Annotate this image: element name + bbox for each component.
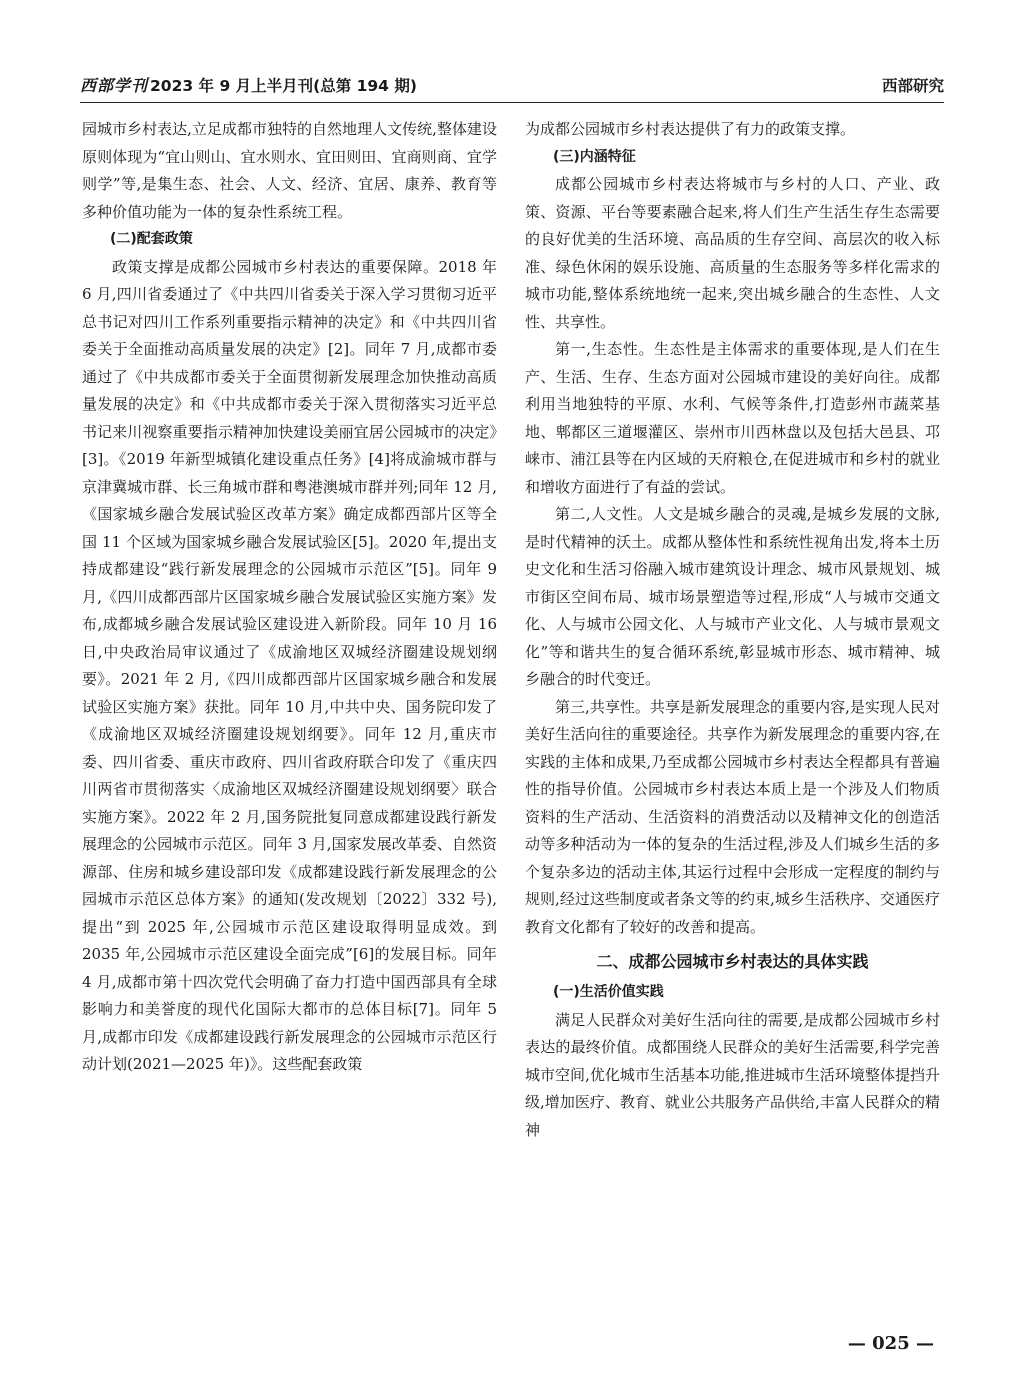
paragraph-features-intro: 成都公园城市乡村表达将城市与乡村的人口、产业、政策、资源、平台等要素融合起来,将人们生产生活生存生态需要的良好优美的生活环境、高品质的生存空间、高层次的收入标准、绿色休闲的娱乐设施、高质量的生态服务等多样化需求的城市功能,整体系统地统一起来,突出城乡融合的生态性、人文性、共享性。 <box>525 175 940 331</box>
page-number: — 025 — <box>847 1333 934 1354</box>
subheading-connotation-features: (三)内涵特征 <box>553 148 636 165</box>
journal-title <box>80 73 417 96</box>
right-column <box>525 116 940 1144</box>
paragraph-life-value: 满足人民群众对美好生活向往的需要,是成都公园城市乡村表达的最终价值。成都围绕人民群众的美好生活需要,科学完善城市空间,优化城市生活基本功能,推进城市生活环境整体提挡升级,增加医疗、教育、就业公共服务产品供给,丰富人民群众的精神 <box>525 1010 940 1139</box>
paragraph-policies-continued: 为成都公园城市乡村表达提供了有力的政策支撑。 <box>525 120 856 138</box>
paragraph-humanistic: 第二,人文性。人文是城乡融合的灵魂,是城乡发展的文脉,是时代精神的沃土。成都从整体性和系统性视角出发,将本土历史文化和生活习俗融入城市建筑设计理念、城市风景规划、城市街区空间布局、城市场景塑造等过程,形成“人与城市交通文化、人与城市公园文化、人与城市产业文化、人与城市景观文化”等和谐共生的复合循环系统,彰显城市形态、城市精神、城乡融合的时代变迁。 <box>525 505 940 688</box>
subheading-supporting-policies: (二)配套政策 <box>110 231 193 247</box>
subheading-life-value: (一)生活价值实践 <box>553 984 664 1000</box>
section-name: 西部研究 <box>881 77 944 95</box>
paragraph-ecological: 第一,生态性。生态性是主体需求的重要体现,是人们在生产、生活、生存、生态方面对公园城市建设的美好向往。成都利用当地独特的平原、水利、气候等条件,打造彭州市蔬菜基地、郫都区三道堰灌区、崇州市川西林盘以及包括大邑县、邛崃市、浦江县等在内区域的天府粮仓,在促进城市和乡村的就业和增收方面进行了有益的尝试。 <box>525 340 940 496</box>
page-header <box>80 68 944 103</box>
section-heading-practice: 二、成都公园城市乡村表达的具体实践 <box>596 952 869 971</box>
paragraph-sharing: 第三,共享性。共享是新发展理念的重要内容,是实现人民对美好生活向往的重要途径。共享作为新发展理念的重要内容,在实践的主体和成果,乃至成都公园城市乡村表达全程都具有普遍性的指导价值。公园城市乡村表达本质上是一个涉及人们物质资料的生产活动、生活资料的消费活动以及精神文化的创造活动等多种活动为一体的复杂的生活过程,涉及人们城乡生活的多个复杂多边的活动主体,其运行过程中会形成一定程度的制约与规则,经过这些制度或者条文等的约束,城乡生活秩序、交通医疗教育文化都有了较好的改善和提高。 <box>525 697 940 936</box>
paragraph-intro-continued: 园城市乡村表达,立足成都市独特的自然地理人文传统,整体建设原则体现为“宜山则山、宜水则水、宜田则田、宜商则商、宜学则学”等,是集生态、社会、人文、经济、宜居、康养、教育等多种价值功能为一体的复杂性系统工程。 <box>82 120 497 221</box>
left-column <box>82 116 497 1079</box>
paragraph-policies: 政策支撑是成都公园城市乡村表达的重要保障。2018 年 6 月,四川省委通过了《中共四川省委关于深入学习贯彻习近平总书记对四川工作系列重要指示精神的决定》和《中共四川省委关于全面推动高质量发展的决定》[2]。同年 7 月,成都市委通过了《中共成都市委关于全面贯彻新发展理念加快推动高质量发展的决定》和《中共成都市委关于深入贯彻落实习近平总书记来川视察重要指示精神加快建设美丽宜居公园城市的决定》[3]。《2019 年新型城镇化建设重点任务》[4]将成渝城市群与京津冀城市群、长三角城市群和粤港澳城市群并列;同年 12 月,《国家城乡融合发展试验区改革方案》确定成都西部片区等全国 11 个区域为国家城乡融合发展试验区[5]。2020 年,提出支持成都建设“践行新发展理念的公园城市示范区”[5]。同年 9 月,《四川成都西部片区国家城乡融合发展试验区实施方案》发布,成都城乡融合发展试验区建设进入新阶段。同年 10 月 16 日,中央政治局审议通过了《成渝地区双城经济圈建设规划纲要》。2021 年 2 月,《四川成都西部片区国家城乡融合和发展试验区实施方案》获批。同年 10 月,中共中央、国务院印发了《成渝地区双城经济圈建设规划纲要》。同年 12 月,重庆市委、四川省委、重庆市政府、四川省政府联合印发了《重庆四川两省市贯彻落实〈成渝地区双城经济圈建设规划纲要〉联合实施方案》。2022 年 2 月,国务院批复同意成都建设践行新发展理念的公园城市示范区。同年 3 月,国家发展改革委、自然资源部、住房和城乡建设部印发《成都建设践行新发展理念的公园城市示范区总体方案》的通知(发改规划〔2022〕332 号),提出“到 2025 年,公园城市示范区建设取得明显成效。到 2035 年,公园城市示范区建设全面完成”[6]的发展目标。同年 4 月,成都市第十四次党代会明确了奋力打造中国西部具有全球影响力和美誉度的现代化国际大都市的总体目标[7]。同年 5 月,成都市印发《成都建设践行新发展理念的公园城市示范区行动计划(2021—2025 年)》。这些配套政策 <box>82 257 497 1073</box>
journal-logo: 西部学刊 <box>80 76 149 95</box>
issue-info: 2023 年 9 月上半月刊(总第 194 期) <box>150 77 417 95</box>
